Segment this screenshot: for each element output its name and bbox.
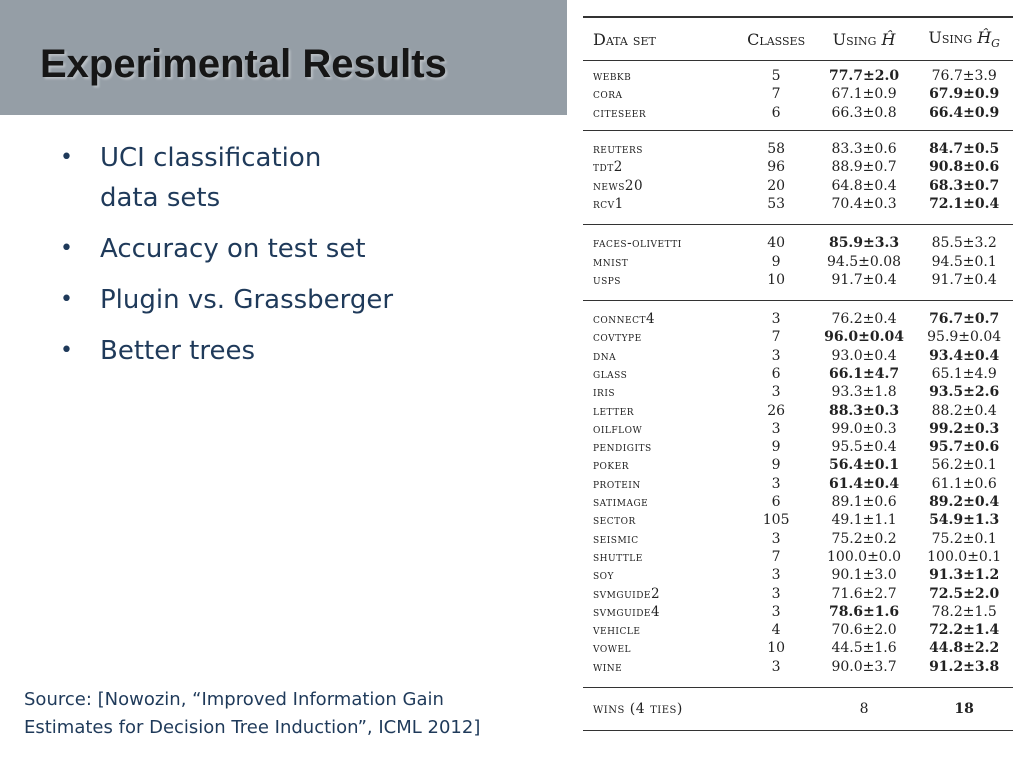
header-classes: Classes <box>747 29 806 49</box>
using-hg-cell: 85.5±3.2 <box>931 235 997 252</box>
table-row <box>583 67 1013 85</box>
classes-cell: 10 <box>767 640 786 657</box>
bullet-text: Better trees <box>100 336 256 366</box>
dataset-cell: rcv1 <box>593 195 624 212</box>
dataset-cell: usps <box>593 271 621 288</box>
using-h-cell: 49.1±1.1 <box>831 512 897 529</box>
using-h-cell: 70.6±2.0 <box>831 622 897 639</box>
using-h-cell: 89.1±0.6 <box>831 494 897 511</box>
table-row <box>583 639 1013 657</box>
table-row <box>583 158 1013 176</box>
classes-cell: 7 <box>771 548 781 565</box>
classes-cell: 3 <box>771 475 781 492</box>
dataset-cell: vowel <box>593 640 632 657</box>
dataset-cell: news20 <box>593 177 644 194</box>
classes-cell: 3 <box>771 420 781 437</box>
bullet-item <box>60 229 480 269</box>
table-row <box>583 310 1013 328</box>
classes-cell: 10 <box>767 271 786 288</box>
using-h-cell: 70.4±0.3 <box>831 195 897 212</box>
table-row <box>583 104 1013 122</box>
using-hg-cell: 95.7±0.6 <box>929 439 1000 456</box>
table-row <box>583 140 1013 158</box>
using-hg-cell: 93.5±2.6 <box>929 384 1000 401</box>
table-row <box>583 438 1013 456</box>
dataset-cell: protein <box>593 475 641 492</box>
dataset-cell: cora <box>593 86 623 103</box>
table-row <box>583 603 1013 621</box>
classes-cell: 3 <box>771 658 781 675</box>
table-row <box>583 658 1013 676</box>
using-hg-cell: 61.1±0.6 <box>931 475 997 492</box>
dataset-cell: dna <box>593 347 617 364</box>
results-table <box>583 16 1013 731</box>
table-row <box>583 475 1013 493</box>
classes-cell: 40 <box>767 235 786 252</box>
slide-title: Experimental Results <box>40 42 447 86</box>
bullet-marker: • <box>60 338 73 363</box>
table-row <box>583 328 1013 346</box>
table-row <box>583 252 1013 270</box>
using-h-cell: 71.6±2.7 <box>831 585 897 602</box>
source-line: Source: [Nowozin, “Improved Information Gain <box>24 689 444 710</box>
dataset-cell: iris <box>593 384 616 401</box>
table-row <box>583 195 1013 213</box>
using-hg-cell: 95.9±0.04 <box>927 329 1002 346</box>
bullet-item <box>60 138 480 218</box>
table-group <box>583 131 1013 224</box>
table-group <box>583 61 1013 130</box>
bullet-item <box>60 280 480 320</box>
using-h-cell: 99.0±0.3 <box>831 420 897 437</box>
classes-cell: 3 <box>771 530 781 547</box>
using-hg-cell: 44.8±2.2 <box>929 640 1000 657</box>
source-line: Estimates for Decision Tree Induction”, ICML 2012] <box>24 717 481 738</box>
classes-cell: 3 <box>771 347 781 364</box>
using-hg-cell: 65.1±4.9 <box>931 366 997 382</box>
table-header-row <box>583 18 1013 60</box>
classes-cell: 53 <box>767 195 786 212</box>
table-body <box>583 60 1013 687</box>
classes-cell: 96 <box>767 159 786 176</box>
dataset-cell: pendigits <box>593 439 652 456</box>
bullet-item <box>60 331 480 371</box>
using-hg-cell: 56.2±0.1 <box>931 457 997 474</box>
dataset-cell: citeseer <box>593 104 647 121</box>
using-hg-cell: 91.7±0.4 <box>931 271 997 288</box>
dataset-cell: svmguide2 <box>593 585 661 602</box>
table-bottom-rule <box>583 730 1013 731</box>
using-h-cell: 77.7±2.0 <box>828 68 900 85</box>
dataset-cell: sector <box>593 512 636 529</box>
using-hg-cell: 72.2±1.4 <box>929 622 1000 639</box>
bullet-text: UCI classification data sets <box>100 143 322 213</box>
dataset-cell: oilflow <box>593 420 643 437</box>
table-row <box>583 548 1013 566</box>
using-hg-cell: 99.2±0.3 <box>929 420 1000 437</box>
table-row <box>583 621 1013 639</box>
classes-cell: 20 <box>767 177 786 194</box>
using-h-cell: 93.3±1.8 <box>831 384 897 401</box>
dataset-cell: poker <box>593 457 630 474</box>
table-row <box>583 234 1013 252</box>
using-hg-cell: 91.3±1.2 <box>929 567 1000 584</box>
classes-cell: 6 <box>771 494 781 511</box>
bullet-list <box>60 138 480 382</box>
classes-cell: 9 <box>771 457 781 474</box>
using-hg-cell: 90.8±0.6 <box>929 159 1000 176</box>
using-h-cell: 93.0±0.4 <box>831 347 897 364</box>
wins-label: wins (4 ties) <box>593 700 683 717</box>
classes-cell: 4 <box>771 622 781 639</box>
bullet-marker: • <box>60 287 73 312</box>
table-row <box>583 584 1013 602</box>
using-h-cell: 90.0±3.7 <box>831 658 897 675</box>
table-row <box>583 176 1013 194</box>
using-hg-cell: 68.3±0.7 <box>929 177 1000 194</box>
using-h-cell: 61.4±0.4 <box>828 475 900 492</box>
using-hg-cell: 89.2±0.4 <box>929 494 1000 511</box>
using-h-cell: 94.5±0.08 <box>827 253 902 270</box>
classes-cell: 26 <box>767 402 786 419</box>
dataset-cell: wine <box>593 658 623 675</box>
using-h-cell: 100.0±0.0 <box>827 548 902 565</box>
table-row <box>583 511 1013 529</box>
dataset-cell: connect4 <box>593 311 656 328</box>
using-h-cell: 90.1±3.0 <box>831 567 897 584</box>
using-hg-cell: 94.5±0.1 <box>931 253 997 270</box>
using-h-cell: 66.1±4.7 <box>828 366 900 382</box>
classes-cell: 6 <box>771 104 781 121</box>
using-h-cell: 56.4±0.1 <box>828 457 900 474</box>
table-row <box>583 271 1013 289</box>
classes-cell: 7 <box>771 86 781 103</box>
dataset-cell: svmguide4 <box>593 603 661 620</box>
using-h-cell: 66.3±0.8 <box>831 104 897 121</box>
table-row <box>583 365 1013 383</box>
wins-h: 8 <box>859 700 869 717</box>
classes-cell: 3 <box>771 311 781 328</box>
classes-cell: 3 <box>771 603 781 620</box>
dataset-cell: reuters <box>593 141 643 158</box>
dataset-cell: tdt2 <box>593 159 623 176</box>
table-row <box>583 401 1013 419</box>
classes-cell: 7 <box>771 329 781 346</box>
using-hg-cell: 84.7±0.5 <box>929 141 1000 158</box>
table-row <box>583 566 1013 584</box>
dataset-cell: glass <box>593 366 628 382</box>
dataset-cell: faces-olivetti <box>593 235 682 252</box>
table-row <box>583 347 1013 365</box>
wins-hg: 18 <box>954 700 974 717</box>
table-row <box>583 456 1013 474</box>
source-citation <box>24 686 544 742</box>
classes-cell: 9 <box>771 439 781 456</box>
header-dataset: Data set <box>593 29 656 49</box>
using-hg-cell: 72.5±2.0 <box>929 585 1000 602</box>
using-h-cell: 64.8±0.4 <box>831 177 897 194</box>
classes-cell: 6 <box>771 366 781 382</box>
table-row <box>583 530 1013 548</box>
using-hg-cell: 76.7±3.9 <box>931 68 997 85</box>
table-group <box>583 301 1013 687</box>
using-h-cell: 67.1±0.9 <box>831 86 897 103</box>
using-hg-cell: 54.9±1.3 <box>929 512 1000 529</box>
dataset-cell: soy <box>593 567 614 584</box>
header-using-hg: Using $Ĥ_G$ <box>928 27 1000 51</box>
using-h-cell: 75.2±0.2 <box>831 530 897 547</box>
using-h-cell: 44.5±1.6 <box>831 640 897 657</box>
table-group <box>583 225 1013 300</box>
table-row <box>583 85 1013 103</box>
using-hg-cell: 76.7±0.7 <box>929 311 1000 328</box>
bullet-marker: • <box>60 145 73 170</box>
using-h-cell: 88.3±0.3 <box>828 402 900 419</box>
using-h-cell: 76.2±0.4 <box>831 311 897 328</box>
classes-cell: 3 <box>771 567 781 584</box>
bullet-text: Plugin vs. Grassberger <box>100 285 394 315</box>
table-row <box>583 383 1013 401</box>
table-row <box>583 493 1013 511</box>
dataset-cell: shuttle <box>593 548 643 565</box>
dataset-cell: letter <box>593 402 635 419</box>
classes-cell: 105 <box>762 512 790 529</box>
bullet-text: Accuracy on test set <box>100 234 366 264</box>
using-h-cell: 85.9±3.3 <box>828 235 900 252</box>
using-hg-cell: 67.9±0.9 <box>929 86 1000 103</box>
dataset-cell: webkb <box>593 68 632 85</box>
using-hg-cell: 91.2±3.8 <box>929 658 1000 675</box>
using-hg-cell: 88.2±0.4 <box>931 402 997 419</box>
using-h-cell: 95.5±0.4 <box>831 439 897 456</box>
dataset-cell: satimage <box>593 494 649 511</box>
using-h-cell: 88.9±0.7 <box>831 159 897 176</box>
using-h-cell: 91.7±0.4 <box>831 271 897 288</box>
classes-cell: 3 <box>771 585 781 602</box>
classes-cell: 5 <box>771 68 781 85</box>
using-hg-cell: 66.4±0.9 <box>929 104 1000 121</box>
using-hg-cell: 75.2±0.1 <box>931 530 997 547</box>
wins-row <box>583 688 1013 730</box>
classes-cell: 58 <box>767 141 786 158</box>
using-hg-cell: 100.0±0.1 <box>927 548 1002 565</box>
using-h-cell: 78.6±1.6 <box>828 603 900 620</box>
dataset-cell: vehicle <box>593 622 641 639</box>
classes-cell: 3 <box>771 384 781 401</box>
dataset-cell: seismic <box>593 530 639 547</box>
using-h-cell: 83.3±0.6 <box>831 141 897 158</box>
dataset-cell: covtype <box>593 329 642 346</box>
using-hg-cell: 78.2±1.5 <box>931 603 997 620</box>
header-using-h: Using Ĥ <box>832 29 896 49</box>
table-row <box>583 420 1013 438</box>
classes-cell: 9 <box>771 253 781 270</box>
bullet-marker: • <box>60 236 73 261</box>
using-h-cell: 96.0±0.04 <box>824 329 905 346</box>
using-hg-cell: 93.4±0.4 <box>929 347 1000 364</box>
dataset-cell: mnist <box>593 253 629 270</box>
using-hg-cell: 72.1±0.4 <box>929 195 1000 212</box>
